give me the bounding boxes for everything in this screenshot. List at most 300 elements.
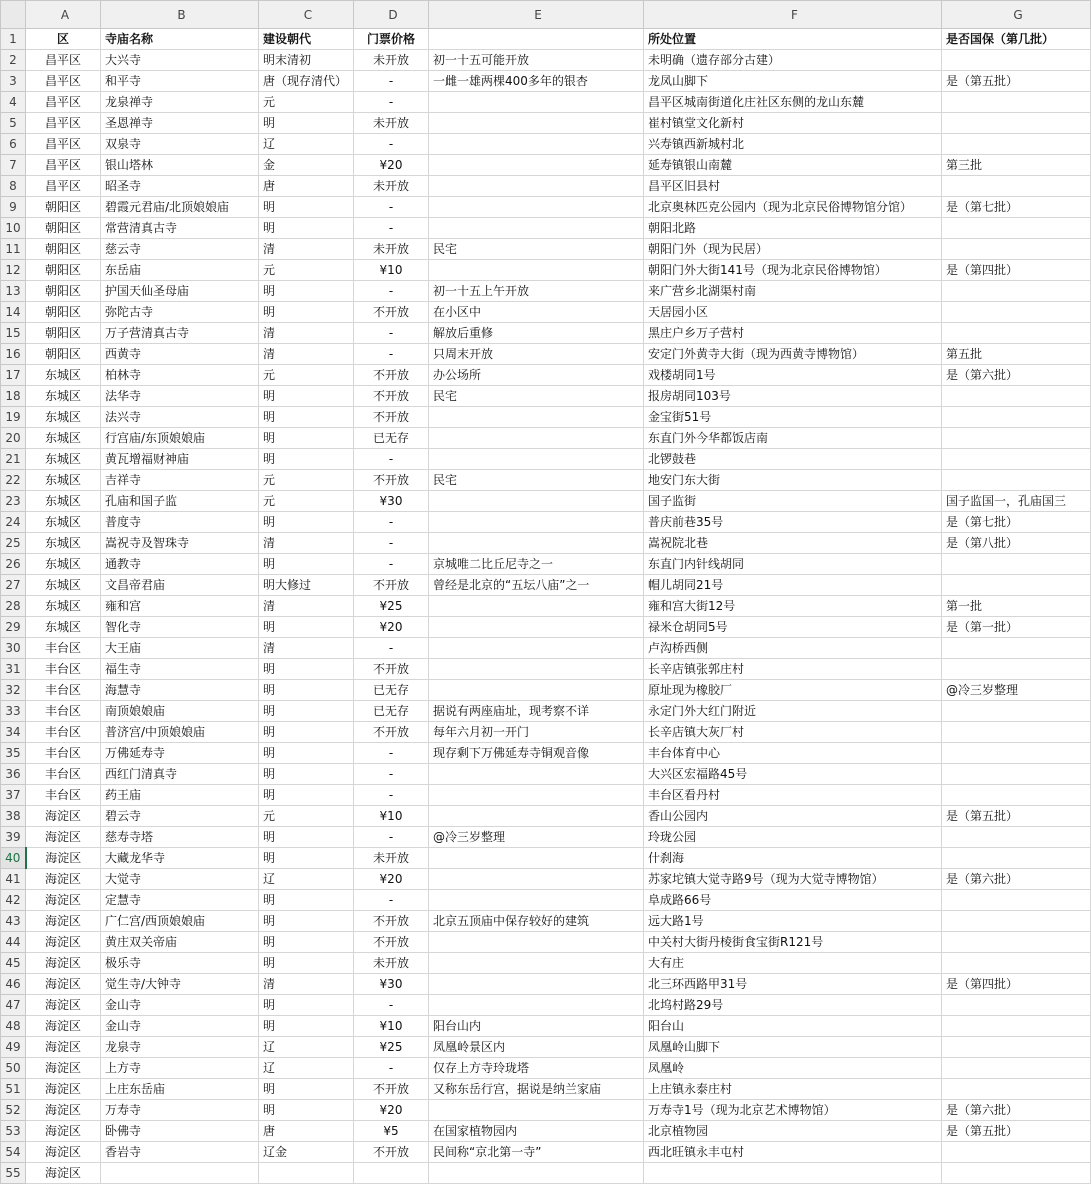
- cell-location[interactable]: 万寿寺1号（现为北京艺术博物馆）: [644, 1100, 942, 1121]
- cell-location[interactable]: 北京奥林匹克公园内（现为北京民俗博物馆分馆）: [644, 197, 942, 218]
- cell-dynasty[interactable]: 元: [259, 470, 354, 491]
- cell-temple-name[interactable]: 黄瓦增福财神庙: [101, 449, 259, 470]
- cell-ticket-price[interactable]: -: [354, 890, 429, 911]
- header-cell-dynasty[interactable]: 建设朝代: [259, 29, 354, 50]
- cell-ticket-price[interactable]: -: [354, 197, 429, 218]
- cell-dynasty[interactable]: 明: [259, 386, 354, 407]
- cell-location[interactable]: 东直门外今华都饭店南: [644, 428, 942, 449]
- cell-location[interactable]: 中关村大街丹棱街食宝街R121号: [644, 932, 942, 953]
- cell-ticket-price[interactable]: -: [354, 323, 429, 344]
- cell-ticket-price[interactable]: ¥5: [354, 1121, 429, 1142]
- row-number[interactable]: 49: [1, 1037, 26, 1058]
- cell-dynasty[interactable]: 元: [259, 491, 354, 512]
- cell-district[interactable]: 昌平区: [26, 113, 101, 134]
- cell-notes[interactable]: [429, 617, 644, 638]
- cell-national-protection[interactable]: [942, 890, 1091, 911]
- cell-notes[interactable]: 在小区中: [429, 302, 644, 323]
- cell-temple-name[interactable]: 西红门清真寺: [101, 764, 259, 785]
- cell-ticket-price[interactable]: 未开放: [354, 239, 429, 260]
- cell-ticket-price[interactable]: -: [354, 218, 429, 239]
- row-number[interactable]: 23: [1, 491, 26, 512]
- cell-ticket-price[interactable]: -: [354, 995, 429, 1016]
- cell-national-protection[interactable]: [942, 218, 1091, 239]
- cell-temple-name[interactable]: 大兴寺: [101, 50, 259, 71]
- cell-ticket-price[interactable]: -: [354, 1058, 429, 1079]
- cell-notes[interactable]: [429, 449, 644, 470]
- cell-location[interactable]: 戏楼胡同1号: [644, 365, 942, 386]
- cell-notes[interactable]: [429, 953, 644, 974]
- cell-location[interactable]: 丰台体育中心: [644, 743, 942, 764]
- cell-temple-name[interactable]: 双泉寺: [101, 134, 259, 155]
- cell-dynasty[interactable]: 明: [259, 827, 354, 848]
- cell-national-protection[interactable]: 是（第六批）: [942, 365, 1091, 386]
- cell-dynasty[interactable]: 唐: [259, 176, 354, 197]
- cell-location[interactable]: 原址现为橡胶厂: [644, 680, 942, 701]
- cell-district[interactable]: 海淀区: [26, 911, 101, 932]
- cell-national-protection[interactable]: [942, 302, 1091, 323]
- column-header-g[interactable]: G: [942, 1, 1091, 29]
- cell-location[interactable]: 北锣鼓巷: [644, 449, 942, 470]
- row-number[interactable]: 35: [1, 743, 26, 764]
- cell-notes[interactable]: [429, 764, 644, 785]
- cell-temple-name[interactable]: 法兴寺: [101, 407, 259, 428]
- cell-temple-name[interactable]: 极乐寺: [101, 953, 259, 974]
- cell-ticket-price[interactable]: 未开放: [354, 176, 429, 197]
- row-number[interactable]: 43: [1, 911, 26, 932]
- cell-national-protection[interactable]: [942, 722, 1091, 743]
- cell-national-protection[interactable]: [942, 785, 1091, 806]
- cell-dynasty[interactable]: 明末清初: [259, 50, 354, 71]
- cell-national-protection[interactable]: [942, 113, 1091, 134]
- cell-notes[interactable]: [429, 1100, 644, 1121]
- cell-ticket-price[interactable]: 不开放: [354, 659, 429, 680]
- cell-dynasty[interactable]: 元: [259, 806, 354, 827]
- row-number[interactable]: 22: [1, 470, 26, 491]
- cell-dynasty[interactable]: 清: [259, 533, 354, 554]
- cell-ticket-price[interactable]: -: [354, 134, 429, 155]
- cell-temple-name[interactable]: 黄庄双关帝庙: [101, 932, 259, 953]
- cell-ticket-price[interactable]: ¥10: [354, 806, 429, 827]
- cell-district[interactable]: 丰台区: [26, 701, 101, 722]
- cell-dynasty[interactable]: 辽: [259, 134, 354, 155]
- cell-notes[interactable]: [429, 869, 644, 890]
- cell-ticket-price[interactable]: -: [354, 344, 429, 365]
- cell-dynasty[interactable]: 清: [259, 239, 354, 260]
- cell-location[interactable]: 崔村镇堂文化新村: [644, 113, 942, 134]
- cell-notes[interactable]: [429, 218, 644, 239]
- cell-ticket-price[interactable]: -: [354, 554, 429, 575]
- cell-dynasty[interactable]: 明: [259, 911, 354, 932]
- row-number[interactable]: 36: [1, 764, 26, 785]
- cell-location[interactable]: 地安门东大街: [644, 470, 942, 491]
- cell-location[interactable]: 凤凰岭: [644, 1058, 942, 1079]
- cell-temple-name[interactable]: 金山寺: [101, 1016, 259, 1037]
- cell-district[interactable]: 昌平区: [26, 50, 101, 71]
- row-number[interactable]: 2: [1, 50, 26, 71]
- cell-ticket-price[interactable]: 不开放: [354, 470, 429, 491]
- cell-dynasty[interactable]: 唐: [259, 1121, 354, 1142]
- cell-temple-name[interactable]: 护国天仙圣母庙: [101, 281, 259, 302]
- cell-district[interactable]: 海淀区: [26, 1100, 101, 1121]
- cell-location[interactable]: 朝阳北路: [644, 218, 942, 239]
- cell-district[interactable]: 东城区: [26, 575, 101, 596]
- cell-dynasty[interactable]: 清: [259, 323, 354, 344]
- row-number[interactable]: 44: [1, 932, 26, 953]
- cell-location[interactable]: 国子监街: [644, 491, 942, 512]
- row-number[interactable]: 11: [1, 239, 26, 260]
- cell-district[interactable]: 海淀区: [26, 827, 101, 848]
- cell-location[interactable]: 大有庄: [644, 953, 942, 974]
- cell-notes[interactable]: [429, 134, 644, 155]
- cell-notes[interactable]: 民宅: [429, 470, 644, 491]
- row-number[interactable]: 26: [1, 554, 26, 575]
- cell-temple-name[interactable]: 行宫庙/东顶娘娘庙: [101, 428, 259, 449]
- cell-location[interactable]: 苏家坨镇大觉寺路9号（现为大觉寺博物馆）: [644, 869, 942, 890]
- row-number[interactable]: 42: [1, 890, 26, 911]
- cell-location[interactable]: 长辛店镇大灰厂村: [644, 722, 942, 743]
- cell-location[interactable]: 黑庄户乡万子营村: [644, 323, 942, 344]
- cell-location[interactable]: 天居园小区: [644, 302, 942, 323]
- cell-notes[interactable]: [429, 659, 644, 680]
- cell-dynasty[interactable]: 明: [259, 995, 354, 1016]
- cell-district[interactable]: 海淀区: [26, 1037, 101, 1058]
- cell-notes[interactable]: [429, 890, 644, 911]
- cell-notes[interactable]: [429, 932, 644, 953]
- cell-temple-name[interactable]: 万佛延寿寺: [101, 743, 259, 764]
- cell-dynasty[interactable]: 清: [259, 344, 354, 365]
- cell-notes[interactable]: [429, 638, 644, 659]
- cell-notes[interactable]: [429, 680, 644, 701]
- row-number[interactable]: 12: [1, 260, 26, 281]
- row-number[interactable]: 13: [1, 281, 26, 302]
- cell-location[interactable]: 玲珑公园: [644, 827, 942, 848]
- cell-national-protection[interactable]: 是（第八批）: [942, 533, 1091, 554]
- cell-temple-name[interactable]: 龙泉禅寺: [101, 92, 259, 113]
- cell-dynasty[interactable]: 明: [259, 680, 354, 701]
- row-number[interactable]: 33: [1, 701, 26, 722]
- cell-dynasty[interactable]: 明: [259, 281, 354, 302]
- cell-temple-name[interactable]: 福生寺: [101, 659, 259, 680]
- cell-temple-name[interactable]: 孔庙和国子监: [101, 491, 259, 512]
- cell-district[interactable]: 东城区: [26, 407, 101, 428]
- cell-dynasty[interactable]: 金: [259, 155, 354, 176]
- cell-national-protection[interactable]: [942, 449, 1091, 470]
- cell-location[interactable]: 远大路1号: [644, 911, 942, 932]
- cell-dynasty[interactable]: 明: [259, 659, 354, 680]
- cell-ticket-price[interactable]: 不开放: [354, 722, 429, 743]
- cell-district[interactable]: 朝阳区: [26, 344, 101, 365]
- cell-location[interactable]: 昌平区旧县村: [644, 176, 942, 197]
- cell-national-protection[interactable]: 是（第一批）: [942, 617, 1091, 638]
- row-number[interactable]: 51: [1, 1079, 26, 1100]
- cell-notes[interactable]: 阳台山内: [429, 1016, 644, 1037]
- cell-temple-name[interactable]: 广仁宫/西顶娘娘庙: [101, 911, 259, 932]
- cell-national-protection[interactable]: [942, 176, 1091, 197]
- row-number[interactable]: 40: [1, 848, 26, 869]
- cell-location[interactable]: 未明确（遗存部分古建）: [644, 50, 942, 71]
- cell-notes[interactable]: 民间称“京北第一寺”: [429, 1142, 644, 1163]
- cell-national-protection[interactable]: [942, 281, 1091, 302]
- cell-ticket-price[interactable]: ¥10: [354, 1016, 429, 1037]
- cell-temple-name[interactable]: 慈寿寺塔: [101, 827, 259, 848]
- cell-temple-name[interactable]: 上方寺: [101, 1058, 259, 1079]
- cell-ticket-price[interactable]: -: [354, 764, 429, 785]
- cell-dynasty[interactable]: 明大修过: [259, 575, 354, 596]
- cell-national-protection[interactable]: @冷三岁整理: [942, 680, 1091, 701]
- header-cell-notes[interactable]: [429, 29, 644, 50]
- cell-ticket-price[interactable]: ¥25: [354, 596, 429, 617]
- column-header-d[interactable]: D: [354, 1, 429, 29]
- row-number[interactable]: 31: [1, 659, 26, 680]
- cell-district[interactable]: 丰台区: [26, 764, 101, 785]
- cell-ticket-price[interactable]: 已无存: [354, 428, 429, 449]
- cell-district[interactable]: 朝阳区: [26, 197, 101, 218]
- cell-district[interactable]: 朝阳区: [26, 218, 101, 239]
- cell-district[interactable]: 海淀区: [26, 953, 101, 974]
- cell-dynasty[interactable]: 明: [259, 113, 354, 134]
- cell-district[interactable]: 昌平区: [26, 155, 101, 176]
- cell-ticket-price[interactable]: 不开放: [354, 302, 429, 323]
- cell-dynasty[interactable]: 明: [259, 197, 354, 218]
- cell-national-protection[interactable]: [942, 701, 1091, 722]
- cell-location[interactable]: 普庆前巷35号: [644, 512, 942, 533]
- cell-dynasty[interactable]: 明: [259, 932, 354, 953]
- cell-location[interactable]: 北坞村路29号: [644, 995, 942, 1016]
- cell-ticket-price[interactable]: ¥30: [354, 974, 429, 995]
- cell-ticket-price[interactable]: -: [354, 785, 429, 806]
- cell-notes[interactable]: [429, 113, 644, 134]
- cell-temple-name[interactable]: 普度寺: [101, 512, 259, 533]
- cell-district[interactable]: 海淀区: [26, 1016, 101, 1037]
- cell-notes[interactable]: [429, 428, 644, 449]
- cell-district[interactable]: 昌平区: [26, 71, 101, 92]
- cell-district[interactable]: 东城区: [26, 512, 101, 533]
- select-all-corner[interactable]: [1, 1, 26, 29]
- row-number[interactable]: 29: [1, 617, 26, 638]
- cell-national-protection[interactable]: [942, 1037, 1091, 1058]
- cell-national-protection[interactable]: [942, 239, 1091, 260]
- cell-dynasty[interactable]: 明: [259, 449, 354, 470]
- cell-temple-name[interactable]: 南顶娘娘庙: [101, 701, 259, 722]
- cell-location[interactable]: 兴寿镇西新城村北: [644, 134, 942, 155]
- cell-temple-name[interactable]: 香岩寺: [101, 1142, 259, 1163]
- cell-location[interactable]: 卢沟桥西侧: [644, 638, 942, 659]
- header-cell-national-protection[interactable]: 是否国保（第几批）: [942, 29, 1091, 50]
- cell-temple-name[interactable]: 东岳庙: [101, 260, 259, 281]
- cell-notes[interactable]: [429, 785, 644, 806]
- cell-national-protection[interactable]: 第一批: [942, 596, 1091, 617]
- cell-temple-name[interactable]: 嵩祝寺及智珠寺: [101, 533, 259, 554]
- cell-notes[interactable]: 只周末开放: [429, 344, 644, 365]
- header-cell-temple-name[interactable]: 寺庙名称: [101, 29, 259, 50]
- cell-national-protection[interactable]: [942, 764, 1091, 785]
- cell-location[interactable]: 金宝街51号: [644, 407, 942, 428]
- row-number[interactable]: 17: [1, 365, 26, 386]
- cell-temple-name[interactable]: 雍和宫: [101, 596, 259, 617]
- cell-dynasty[interactable]: 明: [259, 302, 354, 323]
- row-number[interactable]: 4: [1, 92, 26, 113]
- cell-ticket-price[interactable]: 未开放: [354, 50, 429, 71]
- row-number[interactable]: 38: [1, 806, 26, 827]
- cell-ticket-price[interactable]: -: [354, 533, 429, 554]
- cell-temple-name[interactable]: 万寿寺: [101, 1100, 259, 1121]
- row-number[interactable]: 19: [1, 407, 26, 428]
- cell-dynasty[interactable]: 清: [259, 638, 354, 659]
- cell-ticket-price[interactable]: ¥30: [354, 491, 429, 512]
- cell-district[interactable]: 海淀区: [26, 974, 101, 995]
- cell-location[interactable]: 上庄镇永泰庄村: [644, 1079, 942, 1100]
- cell-ticket-price[interactable]: -: [354, 827, 429, 848]
- column-header-b[interactable]: B: [101, 1, 259, 29]
- cell-district[interactable]: 昌平区: [26, 134, 101, 155]
- cell-dynasty[interactable]: 清: [259, 596, 354, 617]
- cell-location[interactable]: 嵩祝院北巷: [644, 533, 942, 554]
- row-number[interactable]: 45: [1, 953, 26, 974]
- cell-location[interactable]: 报房胡同103号: [644, 386, 942, 407]
- cell-district[interactable]: 朝阳区: [26, 302, 101, 323]
- cell-district[interactable]: 朝阳区: [26, 239, 101, 260]
- cell-location[interactable]: 禄米仓胡同5号: [644, 617, 942, 638]
- cell-ticket-price[interactable]: 已无存: [354, 701, 429, 722]
- cell-notes[interactable]: 初一十五可能开放: [429, 50, 644, 71]
- cell-ticket-price[interactable]: ¥20: [354, 869, 429, 890]
- cell-district[interactable]: 东城区: [26, 449, 101, 470]
- cell-location[interactable]: 朝阳门外（现为民居）: [644, 239, 942, 260]
- row-number[interactable]: 54: [1, 1142, 26, 1163]
- cell-notes[interactable]: 凤凰岭景区内: [429, 1037, 644, 1058]
- cell-temple-name[interactable]: 昭圣寺: [101, 176, 259, 197]
- cell-district[interactable]: 海淀区: [26, 890, 101, 911]
- cell-temple-name[interactable]: 卧佛寺: [101, 1121, 259, 1142]
- cell-national-protection[interactable]: 是（第四批）: [942, 974, 1091, 995]
- column-header-a[interactable]: A: [26, 1, 101, 29]
- cell-ticket-price[interactable]: ¥20: [354, 617, 429, 638]
- cell-ticket-price[interactable]: -: [354, 743, 429, 764]
- cell-ticket-price[interactable]: -: [354, 92, 429, 113]
- cell-temple-name[interactable]: 智化寺: [101, 617, 259, 638]
- cell-dynasty[interactable]: 明: [259, 722, 354, 743]
- row-number[interactable]: 46: [1, 974, 26, 995]
- cell-temple-name[interactable]: 万子营清真古寺: [101, 323, 259, 344]
- cell-notes[interactable]: [429, 1163, 644, 1184]
- cell-district[interactable]: 丰台区: [26, 680, 101, 701]
- cell-dynasty[interactable]: 明: [259, 953, 354, 974]
- cell-national-protection[interactable]: 第五批: [942, 344, 1091, 365]
- cell-notes[interactable]: [429, 176, 644, 197]
- cell-district[interactable]: 海淀区: [26, 995, 101, 1016]
- cell-location[interactable]: 北京植物园: [644, 1121, 942, 1142]
- cell-dynasty[interactable]: 明: [259, 407, 354, 428]
- row-number[interactable]: 30: [1, 638, 26, 659]
- header-cell-ticket-price[interactable]: 门票价格: [354, 29, 429, 50]
- cell-notes[interactable]: [429, 407, 644, 428]
- cell-temple-name[interactable]: 觉生寺/大钟寺: [101, 974, 259, 995]
- cell-location[interactable]: 朝阳门外大街141号（现为北京民俗博物馆）: [644, 260, 942, 281]
- cell-temple-name[interactable]: 柏林寺: [101, 365, 259, 386]
- cell-dynasty[interactable]: 辽: [259, 1037, 354, 1058]
- cell-national-protection[interactable]: 第三批: [942, 155, 1091, 176]
- cell-district[interactable]: 朝阳区: [26, 323, 101, 344]
- cell-temple-name[interactable]: 碧云寺: [101, 806, 259, 827]
- row-number[interactable]: 20: [1, 428, 26, 449]
- cell-district[interactable]: 昌平区: [26, 176, 101, 197]
- cell-national-protection[interactable]: [942, 932, 1091, 953]
- cell-district[interactable]: 丰台区: [26, 638, 101, 659]
- row-number[interactable]: 18: [1, 386, 26, 407]
- cell-national-protection[interactable]: [942, 428, 1091, 449]
- cell-dynasty[interactable]: 明: [259, 848, 354, 869]
- cell-notes[interactable]: @冷三岁整理: [429, 827, 644, 848]
- cell-temple-name[interactable]: 定慧寺: [101, 890, 259, 911]
- cell-national-protection[interactable]: [942, 995, 1091, 1016]
- cell-district[interactable]: 海淀区: [26, 1142, 101, 1163]
- cell-district[interactable]: 丰台区: [26, 722, 101, 743]
- cell-national-protection[interactable]: [942, 470, 1091, 491]
- cell-dynasty[interactable]: 清: [259, 974, 354, 995]
- row-number[interactable]: 5: [1, 113, 26, 134]
- cell-temple-name[interactable]: 银山塔林: [101, 155, 259, 176]
- cell-ticket-price[interactable]: 未开放: [354, 953, 429, 974]
- row-number[interactable]: 1: [1, 29, 26, 50]
- cell-notes[interactable]: 每年六月初一开门: [429, 722, 644, 743]
- cell-temple-name[interactable]: 海慧寺: [101, 680, 259, 701]
- cell-national-protection[interactable]: 是（第五批）: [942, 71, 1091, 92]
- row-number[interactable]: 8: [1, 176, 26, 197]
- row-number[interactable]: 52: [1, 1100, 26, 1121]
- row-number[interactable]: 6: [1, 134, 26, 155]
- cell-ticket-price[interactable]: [354, 1163, 429, 1184]
- cell-temple-name[interactable]: 大藏龙华寺: [101, 848, 259, 869]
- cell-national-protection[interactable]: 是（第七批）: [942, 197, 1091, 218]
- cell-national-protection[interactable]: [942, 911, 1091, 932]
- cell-district[interactable]: 丰台区: [26, 785, 101, 806]
- row-number[interactable]: 37: [1, 785, 26, 806]
- cell-national-protection[interactable]: [942, 659, 1091, 680]
- cell-location[interactable]: 雍和宫大街12号: [644, 596, 942, 617]
- row-number[interactable]: 39: [1, 827, 26, 848]
- cell-temple-name[interactable]: 龙泉寺: [101, 1037, 259, 1058]
- cell-district[interactable]: 海淀区: [26, 1058, 101, 1079]
- cell-ticket-price[interactable]: -: [354, 281, 429, 302]
- cell-dynasty[interactable]: 明: [259, 512, 354, 533]
- cell-temple-name[interactable]: 金山寺: [101, 995, 259, 1016]
- cell-notes[interactable]: [429, 806, 644, 827]
- cell-district[interactable]: 海淀区: [26, 806, 101, 827]
- cell-notes[interactable]: 民宅: [429, 239, 644, 260]
- cell-district[interactable]: 东城区: [26, 491, 101, 512]
- cell-national-protection[interactable]: 是（第七批）: [942, 512, 1091, 533]
- cell-location[interactable]: 丰台区看丹村: [644, 785, 942, 806]
- row-number[interactable]: 10: [1, 218, 26, 239]
- cell-location[interactable]: 龙凤山脚下: [644, 71, 942, 92]
- cell-ticket-price[interactable]: ¥20: [354, 1100, 429, 1121]
- cell-national-protection[interactable]: [942, 1142, 1091, 1163]
- cell-temple-name[interactable]: 法华寺: [101, 386, 259, 407]
- row-number[interactable]: 24: [1, 512, 26, 533]
- cell-location[interactable]: 阜成路66号: [644, 890, 942, 911]
- row-number[interactable]: 28: [1, 596, 26, 617]
- row-number[interactable]: 34: [1, 722, 26, 743]
- cell-ticket-price[interactable]: -: [354, 71, 429, 92]
- cell-notes[interactable]: 现存剩下万佛延寿寺铜观音像: [429, 743, 644, 764]
- cell-district[interactable]: 丰台区: [26, 659, 101, 680]
- cell-national-protection[interactable]: 是（第六批）: [942, 1100, 1091, 1121]
- cell-temple-name[interactable]: 文昌帝君庙: [101, 575, 259, 596]
- cell-national-protection[interactable]: 是（第五批）: [942, 1121, 1091, 1142]
- cell-national-protection[interactable]: [942, 1058, 1091, 1079]
- cell-location[interactable]: 安定门外黄寺大街（现为西黄寺博物馆）: [644, 344, 942, 365]
- cell-dynasty[interactable]: 明: [259, 554, 354, 575]
